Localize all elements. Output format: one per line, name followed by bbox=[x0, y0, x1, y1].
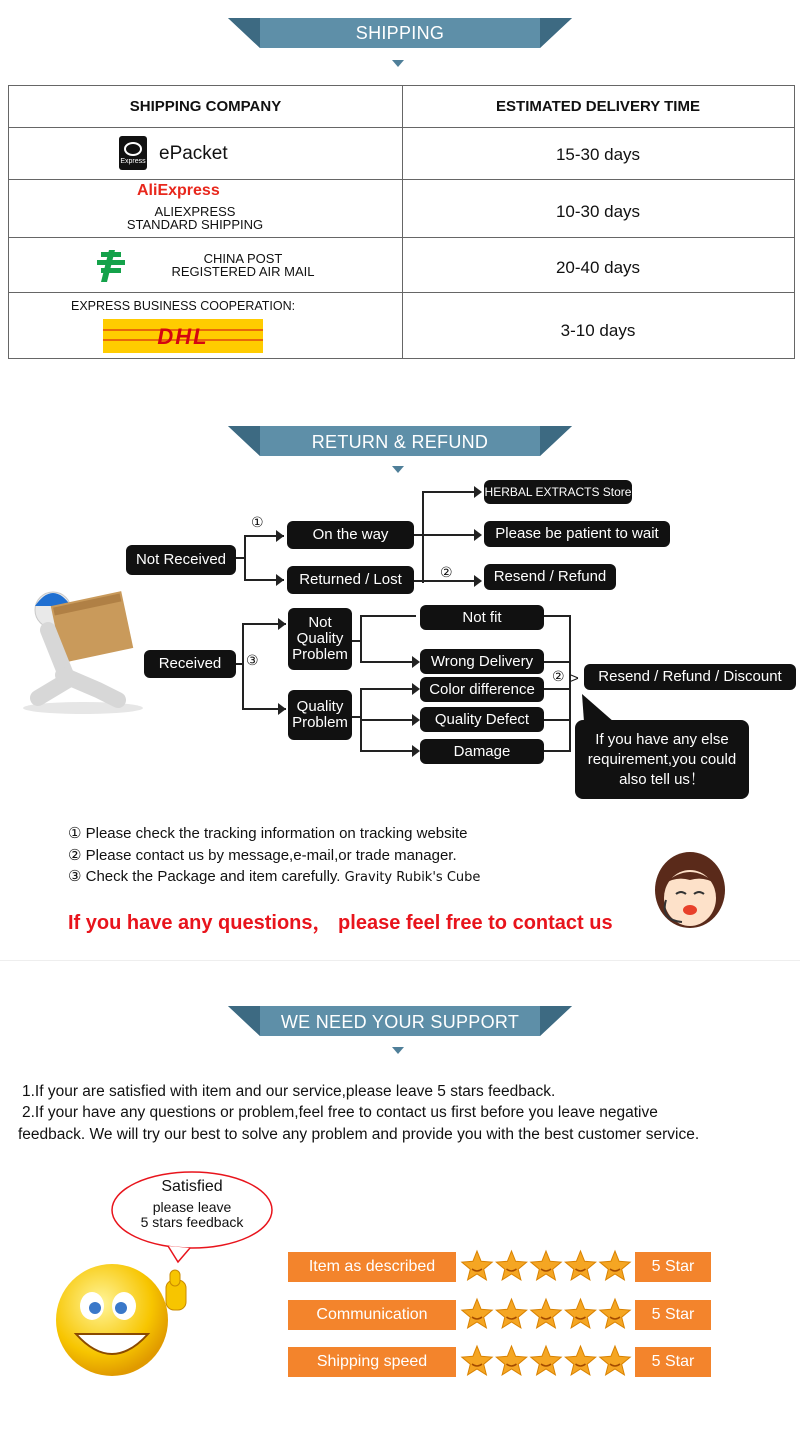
color-difference-box: Color difference bbox=[420, 677, 544, 702]
step-marker: ② bbox=[440, 564, 453, 580]
star-icon bbox=[462, 1299, 492, 1328]
delivery-time: 20-40 days bbox=[555, 258, 641, 277]
star-icon bbox=[600, 1299, 630, 1328]
rating-value: 5 Star bbox=[635, 1300, 711, 1330]
header-company: SHIPPING COMPANY bbox=[129, 98, 282, 115]
not-quality-problem-box: Not Quality Problem bbox=[288, 608, 352, 670]
table-row bbox=[9, 128, 794, 180]
on-the-way-box: On the way bbox=[287, 521, 414, 549]
connector bbox=[544, 719, 570, 721]
return-refund-banner bbox=[0, 418, 800, 478]
shipping-table bbox=[8, 85, 795, 359]
star-icon bbox=[565, 1346, 595, 1375]
resend-refund-discount-box: Resend / Refund / Discount bbox=[584, 664, 796, 690]
company-name: ALIEXPRESS STANDARD SHIPPING bbox=[126, 204, 264, 232]
bubble-line-2: 5 stars feedback bbox=[140, 1214, 244, 1230]
connector bbox=[544, 615, 570, 617]
arrow-icon bbox=[412, 745, 420, 757]
delivery-time: 15-30 days bbox=[555, 145, 641, 164]
company-name: CHINA POST REGISTERED AIR MAIL bbox=[171, 251, 315, 279]
support-line-1: 1.If your are satisfied with item and our service,please leave 5 stars feedback. bbox=[22, 1083, 556, 1100]
support-title: WE NEED YOUR SUPPORT bbox=[280, 1012, 520, 1032]
note-1: ① Please check the tracking information on tracking website bbox=[68, 825, 468, 842]
quality-defect-box: Quality Defect bbox=[420, 707, 544, 732]
resend-refund-box: Resend / Refund bbox=[484, 564, 616, 590]
connector bbox=[544, 750, 570, 752]
connector bbox=[360, 615, 362, 663]
connector bbox=[360, 719, 416, 721]
quality-problem-box: Quality Problem bbox=[288, 690, 352, 740]
company-name: EXPRESS BUSINESS COOPERATION: bbox=[71, 299, 296, 313]
rating-value: 5 Star bbox=[635, 1252, 711, 1282]
star-icon bbox=[600, 1346, 630, 1375]
support-agent-illustration bbox=[652, 850, 728, 934]
shipping-banner bbox=[0, 10, 800, 70]
connector bbox=[360, 661, 416, 663]
arrow-icon bbox=[412, 683, 420, 695]
shipping-title: SHIPPING bbox=[355, 23, 445, 43]
rating-label: Shipping speed bbox=[288, 1347, 456, 1377]
be-patient-box: Please be patient to wait bbox=[484, 521, 670, 547]
table-row bbox=[9, 238, 794, 293]
support-banner bbox=[0, 998, 800, 1058]
store-name-box: HERBAL EXTRACTS Store bbox=[484, 480, 632, 504]
star-icon bbox=[496, 1251, 526, 1280]
arrow-icon bbox=[474, 575, 482, 587]
arrow-icon bbox=[278, 618, 286, 630]
support-line-2: 2.If your have any questions or problem,feel free to contact us first before you leave negative bbox=[22, 1104, 658, 1121]
rating-label: Item as described bbox=[288, 1252, 456, 1282]
returned-lost-box: Returned / Lost bbox=[287, 566, 414, 594]
smiley-icon bbox=[50, 1262, 200, 1382]
china-post-icon bbox=[95, 250, 127, 282]
table-row bbox=[9, 293, 794, 358]
epacket-logo: Express bbox=[119, 136, 147, 170]
connector bbox=[422, 534, 478, 536]
connector bbox=[422, 491, 424, 583]
connector bbox=[422, 491, 478, 493]
connector bbox=[360, 615, 416, 617]
star-icon bbox=[462, 1346, 492, 1375]
contact-message: If you have any questions， please feel free to contact us bbox=[68, 912, 613, 934]
star-rating bbox=[460, 1297, 632, 1333]
connector-arrow-text: > bbox=[570, 670, 579, 687]
connector bbox=[236, 557, 244, 559]
not-received-box: Not Received bbox=[126, 545, 236, 575]
section-divider bbox=[0, 960, 800, 961]
damage-box: Damage bbox=[420, 739, 544, 764]
connector bbox=[544, 661, 570, 663]
note-2: ② Please contact us by message,e-mail,or trade manager. bbox=[68, 847, 457, 864]
connector bbox=[242, 623, 244, 710]
star-icon bbox=[531, 1346, 561, 1375]
rating-value: 5 Star bbox=[635, 1347, 711, 1377]
arrow-icon bbox=[474, 486, 482, 498]
star-rating bbox=[460, 1344, 632, 1380]
bubble-title: Satisfied bbox=[161, 1178, 223, 1195]
star-icon bbox=[462, 1251, 492, 1280]
star-icon bbox=[496, 1299, 526, 1328]
arrow-icon bbox=[278, 703, 286, 715]
delivery-time: 10-30 days bbox=[555, 202, 641, 221]
dhl-logo: DHL bbox=[103, 319, 263, 353]
arrow-icon bbox=[412, 656, 420, 668]
connector bbox=[360, 750, 416, 752]
header-delivery-time: ESTIMATED DELIVERY TIME bbox=[496, 98, 700, 115]
return-refund-title: RETURN & REFUND bbox=[311, 432, 489, 452]
bubble-line-1: please leave bbox=[152, 1199, 232, 1215]
note-3: ③ Check the Package and item carefully. Gravity Rubik's Cube bbox=[68, 868, 481, 885]
star-icon bbox=[565, 1251, 595, 1280]
received-box: Received bbox=[144, 650, 236, 678]
arrow-icon bbox=[412, 714, 420, 726]
step-marker: ③ bbox=[246, 652, 259, 668]
star-icon bbox=[531, 1251, 561, 1280]
rating-label: Communication bbox=[288, 1300, 456, 1330]
star-icon bbox=[565, 1299, 595, 1328]
step-marker: ① bbox=[251, 514, 264, 530]
wrong-delivery-box: Wrong Delivery bbox=[420, 649, 544, 674]
not-fit-box: Not fit bbox=[420, 605, 544, 630]
star-icon bbox=[496, 1346, 526, 1375]
support-line-3: feedback. We will try our best to solve any problem and provide you with the best customer service. bbox=[18, 1126, 700, 1143]
delivery-man-illustration bbox=[8, 580, 158, 720]
connector bbox=[244, 535, 246, 581]
company-name: ePacket bbox=[159, 143, 228, 164]
star-rating bbox=[460, 1249, 632, 1285]
arrow-icon bbox=[276, 530, 284, 542]
note-3-extra: Gravity Rubik's Cube bbox=[344, 870, 481, 885]
connector bbox=[544, 688, 570, 690]
arrow-icon bbox=[474, 529, 482, 541]
delivery-time: 3-10 days bbox=[560, 321, 636, 340]
table-header-row bbox=[9, 86, 794, 128]
star-icon bbox=[600, 1251, 630, 1280]
step-marker: ② bbox=[552, 668, 565, 684]
aliexpress-logo: AliExpress bbox=[137, 182, 220, 199]
arrow-icon bbox=[276, 574, 284, 586]
star-icon bbox=[531, 1299, 561, 1328]
table-row bbox=[9, 180, 794, 238]
connector bbox=[360, 688, 416, 690]
else-requirement-bubble: If you have any else requirement,you could also tell us！ bbox=[575, 720, 749, 799]
